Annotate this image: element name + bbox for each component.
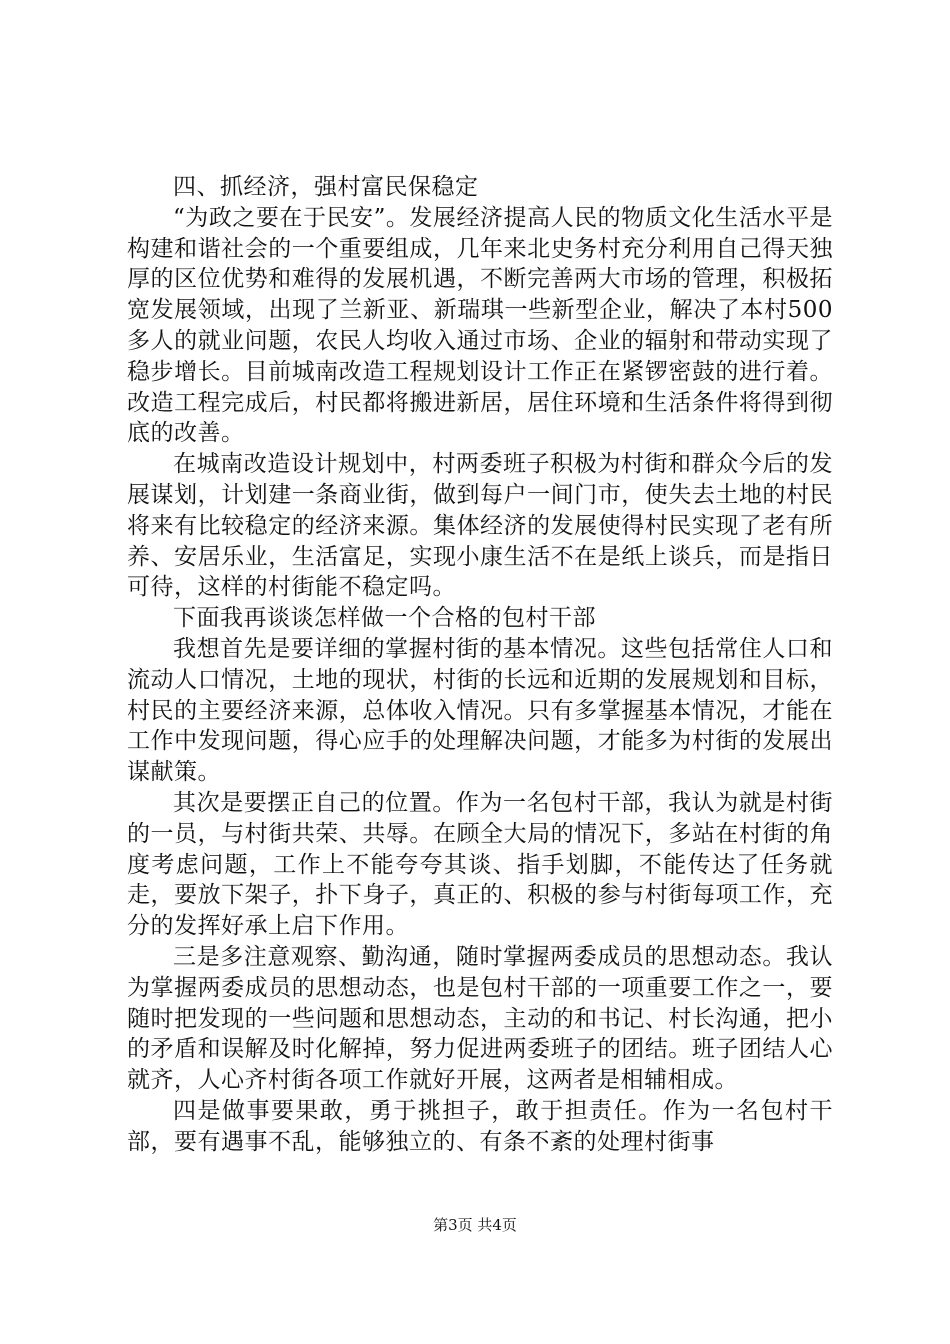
paragraph: 其次是要摆正自己的位置。作为一名包村干部，我认为就是村街的一员，与村街共荣、共辱。在顾全大局的情况下，多站在村街的角度考虑问题，工作上不能夸夸其谈、指手划脚，不能传达了任务就走，要放下架子，扑下身子，真正的、积极的参与村街每项工作，充分的发挥好承上启下作用。 [127, 789, 833, 940]
document-body [127, 172, 833, 1158]
paragraph: 四是做事要果敢，勇于挑担子，敢于担责任。作为一名包村干部，要有遇事不乱，能够独立的、有条不紊的处理村街事 [127, 1097, 833, 1155]
paragraph: “为政之要在于民安”。发展经济提高人民的物质文化生活水平是构建和谐社会的一个重要组成，几年来北史务村充分利用自己得天独厚的区位优势和难得的发展机遇，不断完善两大市场的管理，积极拓宽发展领域，出现了兰新亚、新瑞琪一些新型企业，解决了本村500多人的就业问题，农民人均收入通过市场、企业的辐射和带动实现了稳步增长。目前城南改造工程规划设计工作正在紧锣密鼓的进行着。改造工程完成后，村民都将搬进新居，居住环境和生活条件将得到彻底的改善。 [127, 204, 833, 447]
section-heading: 四、抓经济，强村富民保稳定 [173, 174, 479, 200]
paragraph: 我想首先是要详细的掌握村街的基本情况。这些包括常住人口和流动人口情况，土地的现状，村街的长远和近期的发展规划和目标，村民的主要经济来源，总体收入情况。只有多掌握基本情况，才能在工作中发现问题，得心应手的处理解决问题，才能多为村街的发展出谋献策。 [127, 635, 833, 786]
paragraph: 在城南改造设计规划中，村两委班子积极为村街和群众今后的发展谋划，计划建一条商业街，做到每户一间门市，使失去土地的村民将来有比较稳定的经济来源。集体经济的发展使得村民实现了老有所养、安居乐业，生活富足，实现小康生活不在是纸上谈兵，而是指日可待，这样的村街能不稳定吗。 [127, 451, 833, 601]
paragraph: 下面我再谈谈怎样做一个合格的包村干部 [173, 605, 596, 632]
paragraph: 三是多注意观察、勤沟通，随时掌握两委成员的思想动态。我认为掌握两委成员的思想动态，也是包村干部的一项重要工作之一，要随时把发现的一些问题和思想动态，主动的和书记、村长沟通，把小的矛盾和误解及时化解掉，努力促进两委班子的团结。班子团结人心就齐，人心齐村街各项工作就好开展，这两者是相辅相成。 [127, 943, 833, 1094]
page-footer: 第3页 共4页 [433, 1216, 517, 1234]
